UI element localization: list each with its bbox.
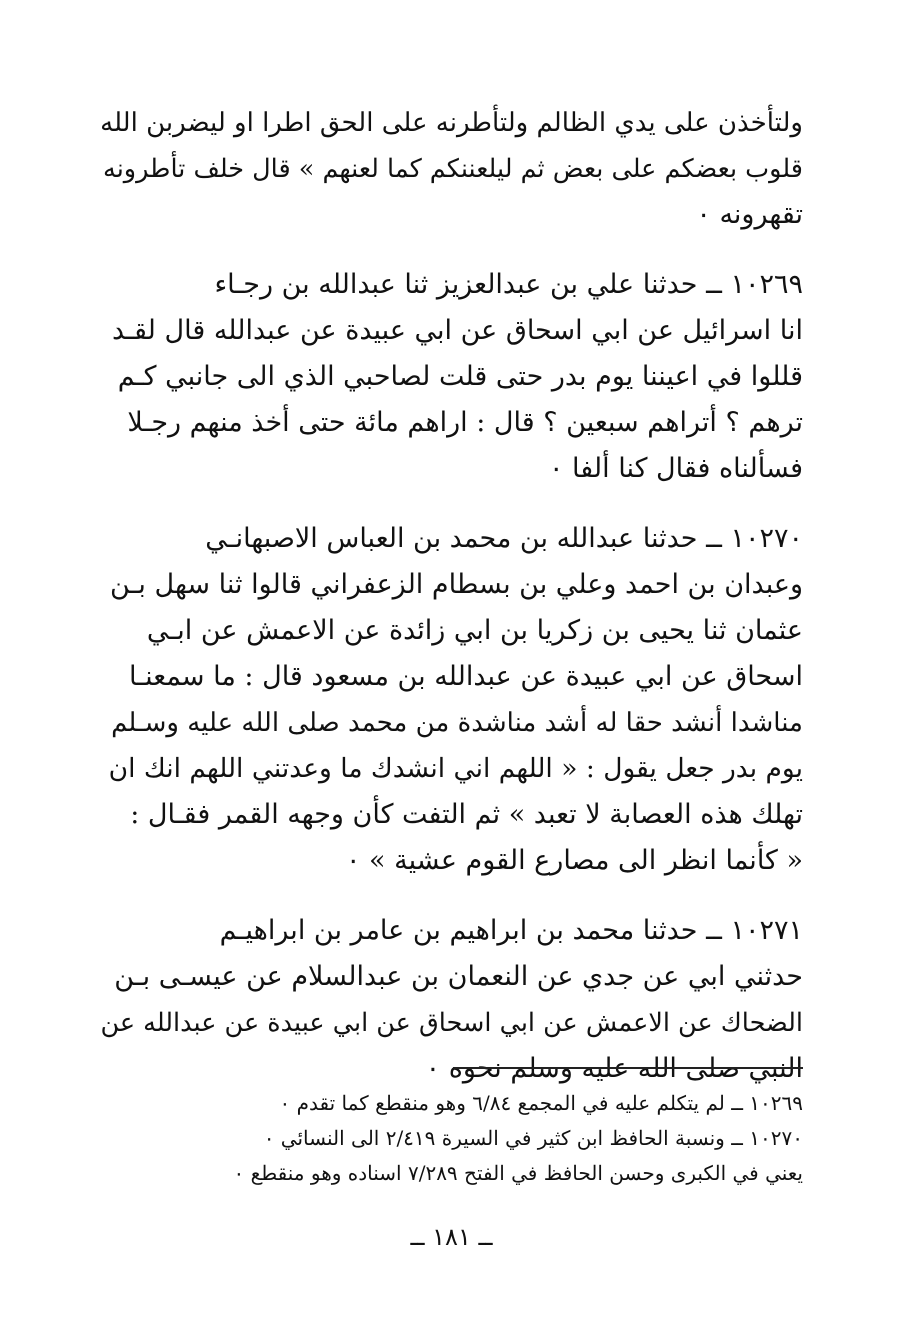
text-line: فسألناه فقال كنا ألفا ٠ — [548, 453, 803, 484]
footnotes — [100, 1086, 803, 1191]
text-line: تهلك هذه العصابة لا تعبد » ثم التفت كأن وجهه القمر فقـال : — [130, 799, 803, 830]
text-line: ١٠٢٧١ ــ حدثنا محمد بن ابراهيم بن عامر بن ابراهيـم — [219, 915, 803, 946]
text-line: يوم بدر جعل يقول : « اللهم اني انشدك ما وعدتني اللهم انك ان — [108, 753, 803, 784]
text-line: قلوب بعضكم على بعض ثم ليلعننكم كما لعنهم » قال خلف تأطرونه — [103, 154, 803, 184]
text-line: النبي صلى الله عليه وسلم نحوه ٠ — [425, 1053, 803, 1084]
text-line: قللوا في اعيننا يوم بدر حتى قلت لصاحبي الذي الى جانبي كـم — [117, 361, 803, 392]
paragraph-continuation — [100, 100, 803, 238]
text-line: مناشدا أنشد حقا له أشد مناشدة من محمد صلى الله عليه وسـلم — [111, 708, 803, 738]
text-line: حدثني ابي عن جدي عن النعمان بن عبدالسلام عن عيسـى بـن — [114, 961, 803, 992]
text-line: عثمان ثنا يحيى بن زكريا بن ابي زائدة عن الاعمش عن ابـي — [146, 615, 803, 646]
footnote-divider — [453, 1067, 803, 1069]
text-line: ترهم ؟ أتراهم سبعين ؟ قال : اراهم مائة حتى أخذ منهم رجـلا — [127, 407, 803, 438]
footnote-line: يعني في الكبرى وحسن الحافظ في الفتح ٧/٢٨٩ اسناده وهو منقطع ٠ — [233, 1161, 803, 1185]
text-line: انا اسرائيل عن ابي اسحاق عن ابي عبيدة عن عبدالله قال لقـد — [111, 315, 803, 346]
hadith-10269 — [100, 262, 803, 492]
hadith-10271 — [100, 908, 803, 1092]
text-line: اسحاق عن ابي عبيدة عن عبدالله بن مسعود قال : ما سمعنـا — [129, 661, 803, 692]
footnote-line: ١٠٢٧٠ ــ ونسبة الحافظ ابن كثير في السيرة ٢/٤١٩ الى النسائي ٠ — [263, 1126, 803, 1150]
main-text — [100, 100, 803, 1116]
hadith-10270 — [100, 516, 803, 884]
page-number: ــ ١٨١ ــ — [410, 1223, 493, 1251]
text-line: « كأنما انظر الى مصارع القوم عشية » ٠ — [345, 845, 803, 876]
text-line: ١٠٢٦٩ ــ حدثنا علي بن عبدالعزيز ثنا عبدالله بن رجـاء — [214, 269, 803, 300]
text-line: وعبدان بن احمد وعلي بن بسطام الزعفراني قالوا ثنا سهل بـن — [109, 569, 803, 600]
footnote-line: ١٠٢٦٩ ــ لم يتكلم عليه في المجمع ٦/٨٤ وهو منقطع كما تقدم ٠ — [279, 1091, 803, 1115]
text-line: تقهرونه ٠ — [696, 199, 803, 230]
text-line: ١٠٢٧٠ ــ حدثنا عبدالله بن محمد بن العباس الاصبهانـي — [205, 523, 803, 554]
text-line: الضحاك عن الاعمش عن ابي اسحاق عن ابي عبيدة عن عبدالله عن — [100, 1008, 803, 1038]
text-line: ولتأخذن على يدي الظالم ولتأطرنه على الحق اطرا او ليضربن الله — [100, 108, 803, 138]
